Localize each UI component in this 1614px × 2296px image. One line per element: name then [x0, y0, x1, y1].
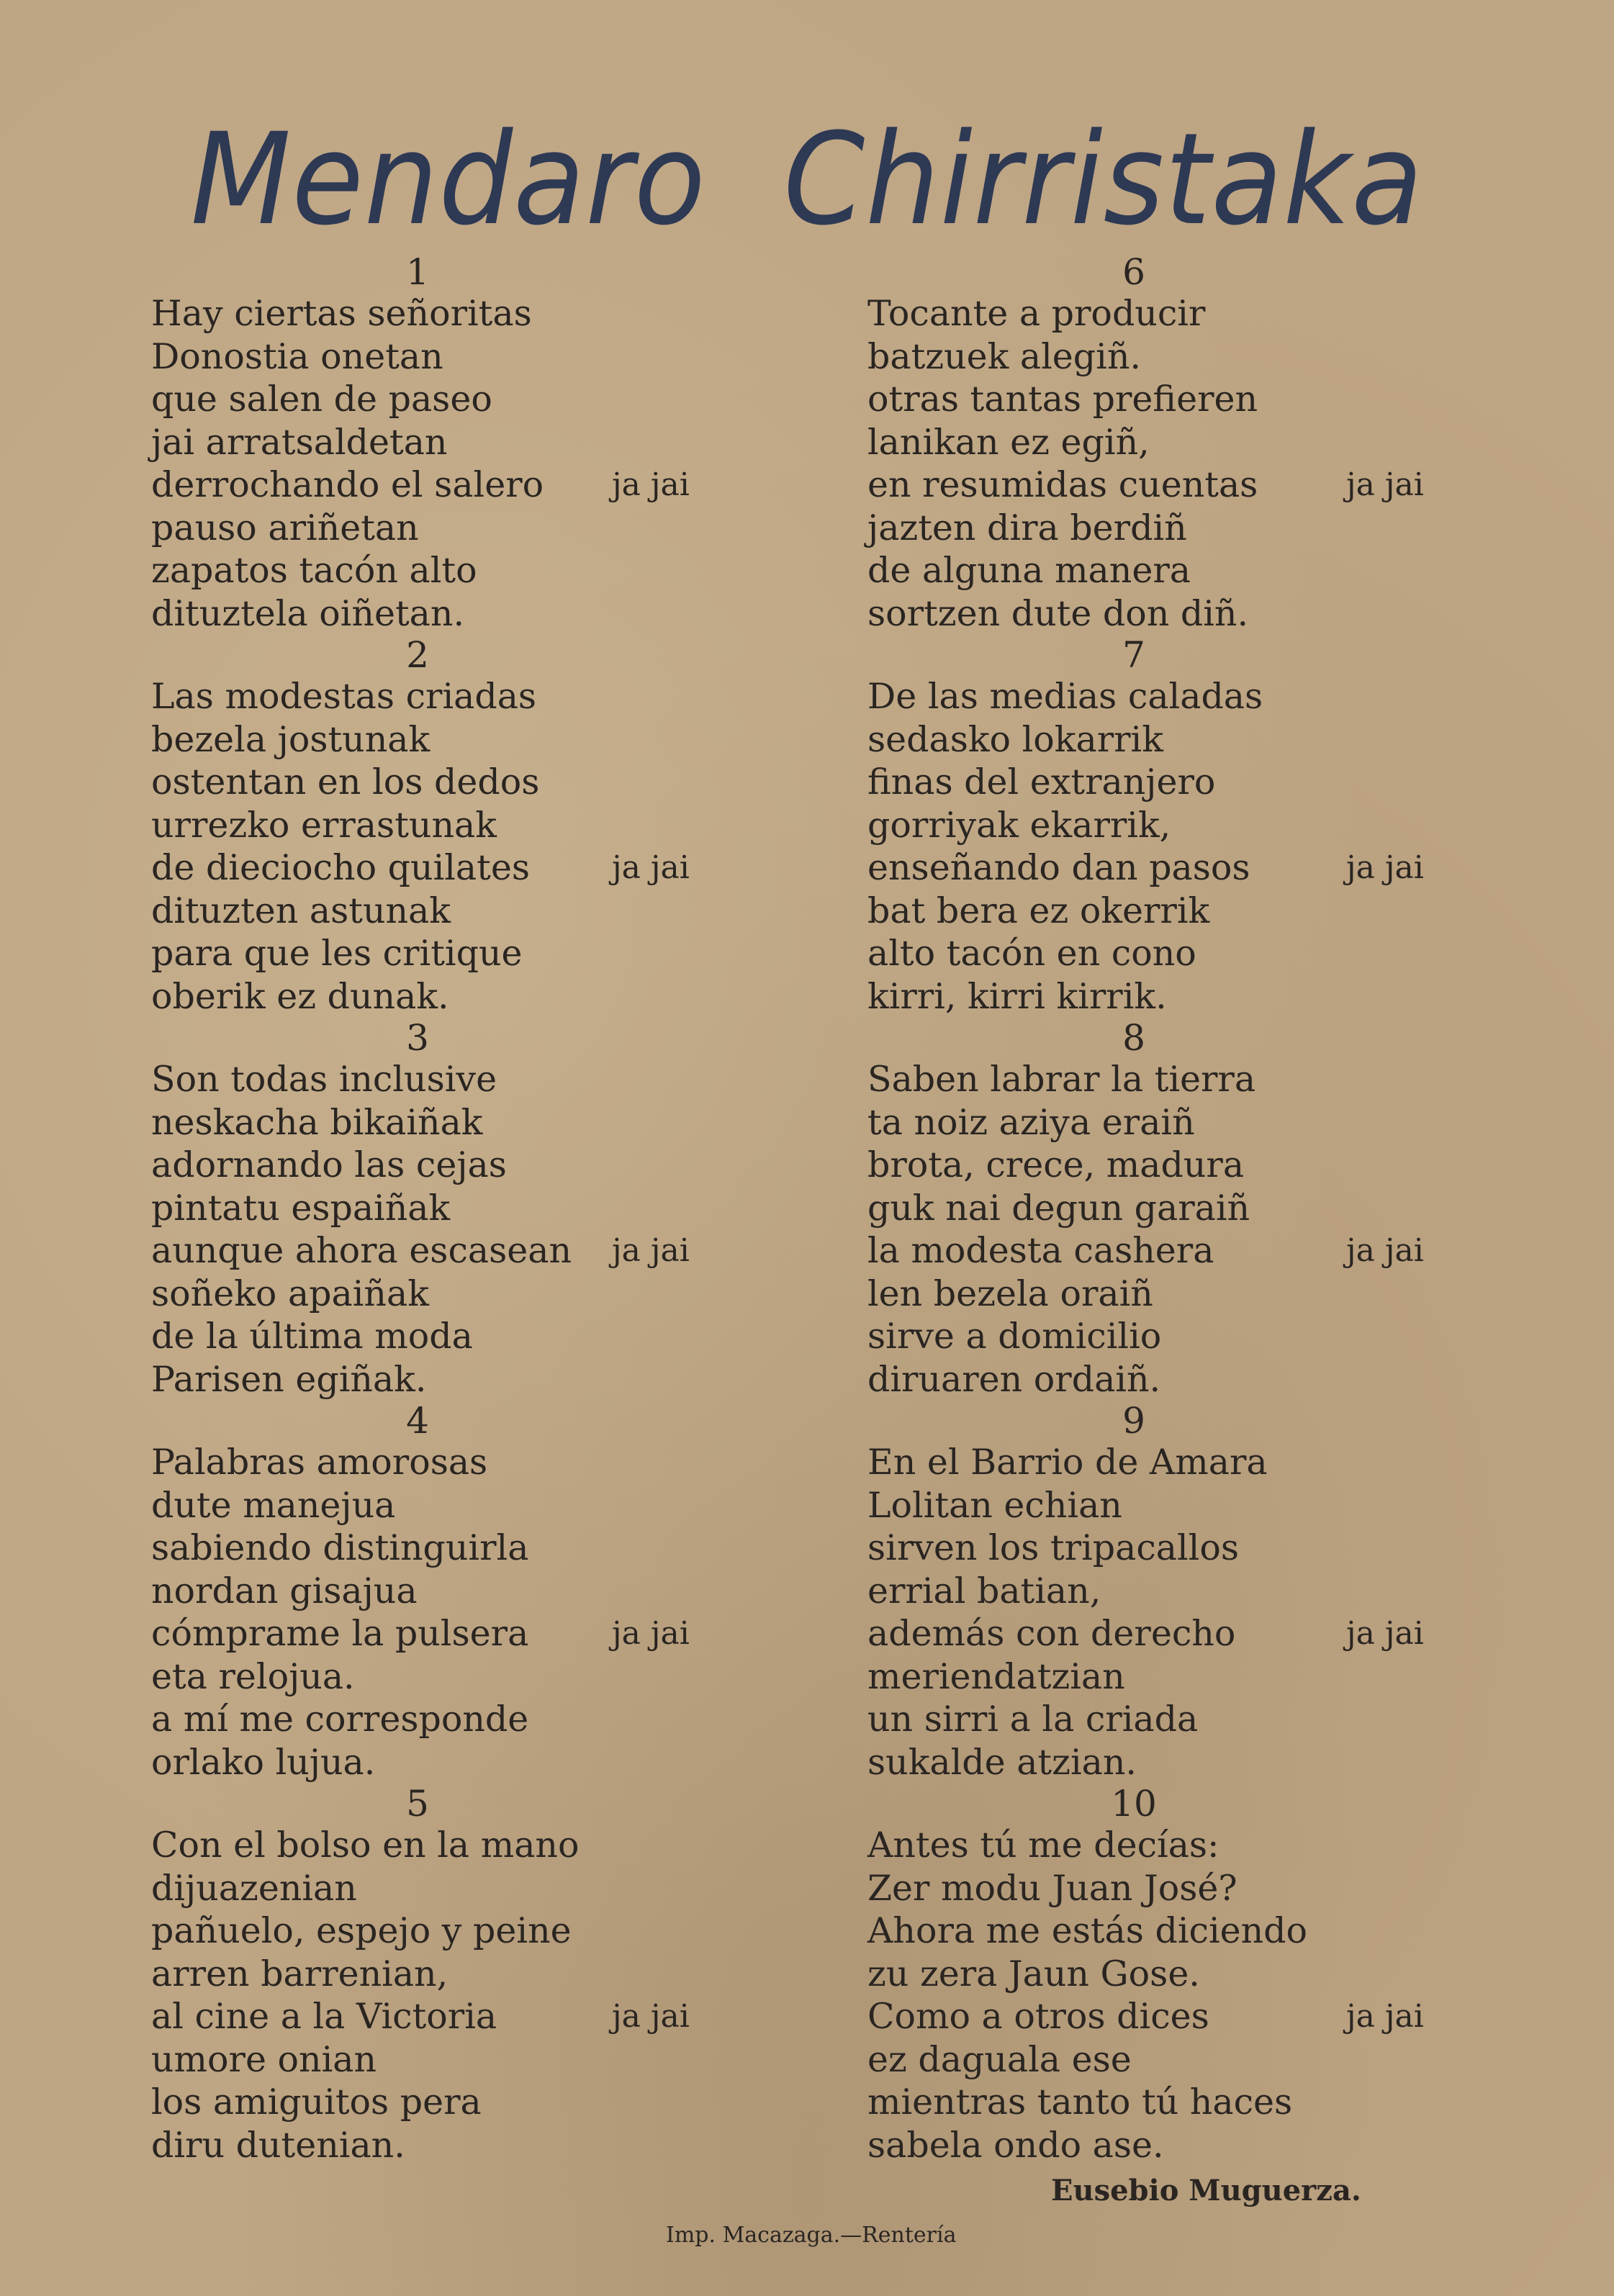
- verse-line: [151, 1229, 799, 1273]
- verse-line-text: la modesta cashera: [867, 1230, 1214, 1271]
- verse-line: [151, 507, 799, 550]
- verse-line-text: ez daguala ese: [867, 2038, 1132, 2080]
- verse-line-text: lanikan ez egiñ,: [867, 421, 1150, 463]
- verse-line-text: soñeko apaiñak: [151, 1273, 429, 1314]
- verse-line: [151, 890, 799, 933]
- verse-line: [151, 464, 799, 507]
- verse-line: [151, 1741, 799, 1784]
- verse-line: [151, 1273, 799, 1316]
- verse-line: [867, 2081, 1515, 2124]
- verse-line-text: otras tantas prefieren: [867, 379, 1258, 420]
- verse-line: [867, 846, 1515, 890]
- verse-line-text: zu zera Jaun Gose.: [867, 1953, 1200, 1994]
- verse-line-text: de dieciocho quilates: [151, 847, 530, 888]
- verse-line-text: En el Barrio de Amara: [867, 1442, 1268, 1483]
- verse-line: [867, 1612, 1515, 1655]
- verse-line-text: pañuelo, espejo y peine: [151, 1910, 572, 1951]
- verse-line-text: pauso ariñetan: [151, 507, 419, 548]
- verse-line: [867, 464, 1515, 507]
- verse-line: [867, 292, 1515, 335]
- stanza-number: 9: [1122, 1400, 1145, 1442]
- verse-line: [867, 804, 1515, 847]
- verse-line-text: dute manejua: [151, 1484, 396, 1526]
- author-signature: Eusebio Muguerza.: [1051, 2174, 1361, 2207]
- verse-line: [151, 2124, 799, 2167]
- verse-line: [867, 1187, 1515, 1230]
- right-column: [867, 252, 1515, 2166]
- verse-line: [151, 1187, 799, 1230]
- verse-line-text: enseñando dan pasos: [867, 847, 1250, 888]
- verse-line: [867, 1655, 1515, 1699]
- stanza: [151, 252, 799, 635]
- verse-line: [151, 1995, 799, 2038]
- stanza-number: 1: [406, 251, 429, 293]
- verse-line-text: Zer modu Juan José?: [867, 1867, 1237, 1909]
- verse-line: [151, 1101, 799, 1144]
- verse-line: [867, 1527, 1515, 1570]
- refrain-label: ja jai: [1346, 1998, 1424, 2035]
- verse-line: [867, 1315, 1515, 1358]
- verse-line-text: ostentan en los dedos: [151, 761, 540, 803]
- verse-line: [151, 549, 799, 592]
- verse-line-text: al cine a la Victoria: [151, 1996, 497, 2037]
- verse-line-text: Las modestas criadas: [151, 676, 537, 717]
- stanza-number: 2: [406, 634, 429, 676]
- verse-line-text: ta noiz aziya eraiñ: [867, 1101, 1195, 1143]
- verse-line: [151, 1824, 799, 1867]
- stanza: [867, 1784, 1515, 2166]
- verse-line: [867, 1995, 1515, 2038]
- verse-line: [867, 1741, 1515, 1784]
- verse-line: [867, 1058, 1515, 1101]
- stanza-number: 8: [1122, 1017, 1145, 1059]
- verse-line-text: Antes tú me decías:: [867, 1825, 1219, 1866]
- verse-line-text: sortzen dute don diñ.: [867, 592, 1249, 634]
- verse-line-text: Con el bolso en la mano: [151, 1825, 580, 1866]
- verse-line: [151, 378, 799, 421]
- verse-line: [867, 1273, 1515, 1316]
- verse-line-text: sabiendo distinguirla: [151, 1527, 529, 1568]
- page-title: Mendaro Chirristaka: [190, 106, 1424, 253]
- verse-line: [867, 1824, 1515, 1867]
- stanza-number: 7: [1122, 634, 1145, 676]
- refrain-label: ja jai: [1346, 849, 1424, 886]
- verse-line: [151, 1144, 799, 1187]
- verse-line-text: pintatu espaiñak: [151, 1187, 451, 1229]
- verse-line-text: Saben labrar la tierra: [867, 1059, 1256, 1100]
- verse-line: [151, 2081, 799, 2124]
- verse-line: [151, 1867, 799, 1910]
- verse-line-text: neskacha bikaiñak: [151, 1101, 483, 1143]
- verse-line: [151, 1909, 799, 1953]
- stanza: [151, 1401, 799, 1784]
- verse-line: [867, 1441, 1515, 1484]
- stanza-number: 10: [1111, 1783, 1157, 1825]
- verse-line-text: que salen de paseo: [151, 379, 492, 420]
- refrain-label: ja jai: [1346, 1615, 1424, 1652]
- verse-line: [867, 592, 1515, 636]
- verse-line-text: bat bera ez okerrik: [867, 890, 1210, 931]
- verse-line: [867, 890, 1515, 933]
- verse-line-text: umore onian: [151, 2038, 377, 2080]
- verse-line: [867, 1229, 1515, 1273]
- stanza: [151, 1018, 799, 1401]
- verse-line: [867, 507, 1515, 550]
- verse-line: [151, 1655, 799, 1699]
- printer-imprint: Imp. Macazaga.—Rentería: [666, 2223, 957, 2248]
- verse-line-text: len bezela oraiñ: [867, 1273, 1153, 1314]
- verse-line-text: diruaren ordaiñ.: [867, 1358, 1161, 1400]
- verse-line-text: a mí me corresponde: [151, 1699, 529, 1740]
- verse-line-text: oberik ez dunak.: [151, 975, 449, 1017]
- verse-line-text: alto tacón en cono: [867, 933, 1196, 974]
- stanza: [151, 1784, 799, 2166]
- verse-line: [151, 1315, 799, 1358]
- stanza-number: 6: [1122, 251, 1145, 293]
- verse-line: [151, 932, 799, 975]
- verse-line-text: de alguna manera: [867, 550, 1191, 591]
- verse-line-text: además con derecho: [867, 1613, 1236, 1654]
- stanza-number: 5: [406, 1783, 429, 1825]
- refrain-label: ja jai: [612, 849, 690, 886]
- verse-line-text: orlako lujua.: [151, 1741, 376, 1783]
- refrain-label: ja jai: [612, 1232, 690, 1269]
- verse-line-text: sabela ondo ase.: [867, 2124, 1164, 2166]
- verse-line-text: guk nai degun garaiñ: [867, 1187, 1250, 1229]
- verse-line-text: Lolitan echian: [867, 1484, 1122, 1526]
- verse-line: [867, 421, 1515, 464]
- verse-line: [867, 1867, 1515, 1910]
- verse-line: [151, 761, 799, 804]
- refrain-label: ja jai: [612, 1615, 690, 1652]
- verse-line: [151, 1698, 799, 1741]
- refrain-label: ja jai: [1346, 466, 1424, 503]
- verse-line-text: dituzten astunak: [151, 890, 451, 931]
- verse-line-text: dijuazenian: [151, 1867, 357, 1909]
- verse-line-text: arren barrenian,: [151, 1953, 448, 1994]
- verse-line: [151, 421, 799, 464]
- verse-line: [151, 1612, 799, 1655]
- verse-line-text: finas del extranjero: [867, 761, 1216, 803]
- verse-line-text: para que les critique: [151, 933, 523, 974]
- verse-line-text: jai arratsaldetan: [151, 421, 448, 463]
- verse-line: [151, 718, 799, 761]
- verse-line-text: sirven los tripacallos: [867, 1527, 1239, 1568]
- refrain-label: ja jai: [612, 1998, 690, 2035]
- verse-line-text: Parisen egiñak.: [151, 1358, 427, 1400]
- verse-line-text: Tocante a producir: [867, 293, 1206, 334]
- verse-line: [151, 846, 799, 890]
- verse-line-text: De las medias caladas: [867, 676, 1263, 717]
- verse-line-text: sukalde atzian.: [867, 1741, 1137, 1783]
- refrain-label: ja jai: [1346, 1232, 1424, 1269]
- verse-line: [867, 1698, 1515, 1741]
- verse-line-text: urrezko errastunak: [151, 804, 497, 846]
- verse-line-text: kirri, kirri kirrik.: [867, 975, 1167, 1017]
- verse-line: [151, 1570, 799, 1613]
- verse-line: [867, 378, 1515, 421]
- verse-line: [867, 2038, 1515, 2082]
- verse-line: [151, 1527, 799, 1570]
- verse-line-text: jazten dira berdiñ: [867, 507, 1187, 548]
- verse-line-text: aunque ahora escasean: [151, 1230, 572, 1271]
- verse-line: [867, 1358, 1515, 1401]
- verse-line-text: en resumidas cuentas: [867, 464, 1258, 505]
- verse-line-text: Son todas inclusive: [151, 1059, 497, 1100]
- verse-line-text: gorriyak ekarrik,: [867, 804, 1171, 846]
- verse-line: [867, 761, 1515, 804]
- stanza: [867, 635, 1515, 1018]
- verse-line: [151, 1484, 799, 1527]
- verse-line-text: adornando las cejas: [151, 1144, 507, 1185]
- verse-line: [867, 718, 1515, 761]
- verse-line: [151, 592, 799, 636]
- verse-line: [151, 804, 799, 847]
- verse-line-text: Palabras amorosas: [151, 1442, 488, 1483]
- verse-line-text: sedasko lokarrik: [867, 718, 1163, 760]
- verse-line: [867, 932, 1515, 975]
- verse-line: [867, 1570, 1515, 1613]
- verse-line-text: mientras tanto tú haces: [867, 2082, 1293, 2123]
- stanza: [867, 252, 1515, 635]
- verse-line: [867, 335, 1515, 379]
- verse-line-text: bezela jostunak: [151, 718, 430, 760]
- verse-line: [867, 675, 1515, 718]
- verse-line: [151, 1058, 799, 1101]
- verse-line-text: un sirri a la criada: [867, 1699, 1199, 1740]
- verse-line-text: Ahora me estás diciendo: [867, 1910, 1308, 1951]
- verse-line-text: errial batian,: [867, 1570, 1101, 1612]
- verse-line: [151, 675, 799, 718]
- verse-line: [867, 2124, 1515, 2167]
- stanza-number: 3: [406, 1017, 429, 1059]
- verse-line-text: Como a otros dices: [867, 1996, 1209, 2037]
- verse-line: [867, 1484, 1515, 1527]
- verse-line: [867, 549, 1515, 592]
- stanza: [867, 1401, 1515, 1784]
- verse-line: [867, 1909, 1515, 1953]
- verse-line: [151, 1441, 799, 1484]
- verse-line: [151, 335, 799, 379]
- verse-line: [151, 2038, 799, 2082]
- verse-line-text: Hay ciertas señoritas: [151, 293, 532, 334]
- verse-line: [151, 975, 799, 1018]
- verse-line: [151, 1953, 799, 1996]
- verse-line-text: diru dutenian.: [151, 2124, 405, 2166]
- verse-line: [151, 292, 799, 335]
- verse-line-text: cómprame la pulsera: [151, 1613, 529, 1654]
- refrain-label: ja jai: [612, 466, 690, 503]
- verse-line-text: dituztela oiñetan.: [151, 592, 465, 634]
- stanza: [867, 1018, 1515, 1401]
- verse-line-text: los amiguitos pera: [151, 2082, 482, 2123]
- verse-line-text: nordan gisajua: [151, 1570, 418, 1612]
- stanza-number: 4: [406, 1400, 429, 1442]
- verse-line-text: sirve a domicilio: [867, 1316, 1162, 1357]
- verse-line-text: zapatos tacón alto: [151, 550, 477, 591]
- verse-line: [867, 1953, 1515, 1996]
- left-column: [151, 252, 799, 2166]
- verse-line-text: Donostia onetan: [151, 335, 443, 377]
- stanza: [151, 635, 799, 1018]
- verse-line-text: batzuek alegiñ.: [867, 335, 1141, 377]
- verse-line: [867, 975, 1515, 1018]
- verse-line-text: brota, crece, madura: [867, 1144, 1245, 1185]
- verse-line-text: meriendatzian: [867, 1655, 1125, 1697]
- verse-line: [867, 1144, 1515, 1187]
- verse-line: [151, 1358, 799, 1401]
- verse-line-text: de la última moda: [151, 1316, 473, 1357]
- verse-line-text: eta relojua.: [151, 1655, 355, 1697]
- verse-line-text: derrochando el salero: [151, 464, 544, 505]
- verse-line: [867, 1101, 1515, 1144]
